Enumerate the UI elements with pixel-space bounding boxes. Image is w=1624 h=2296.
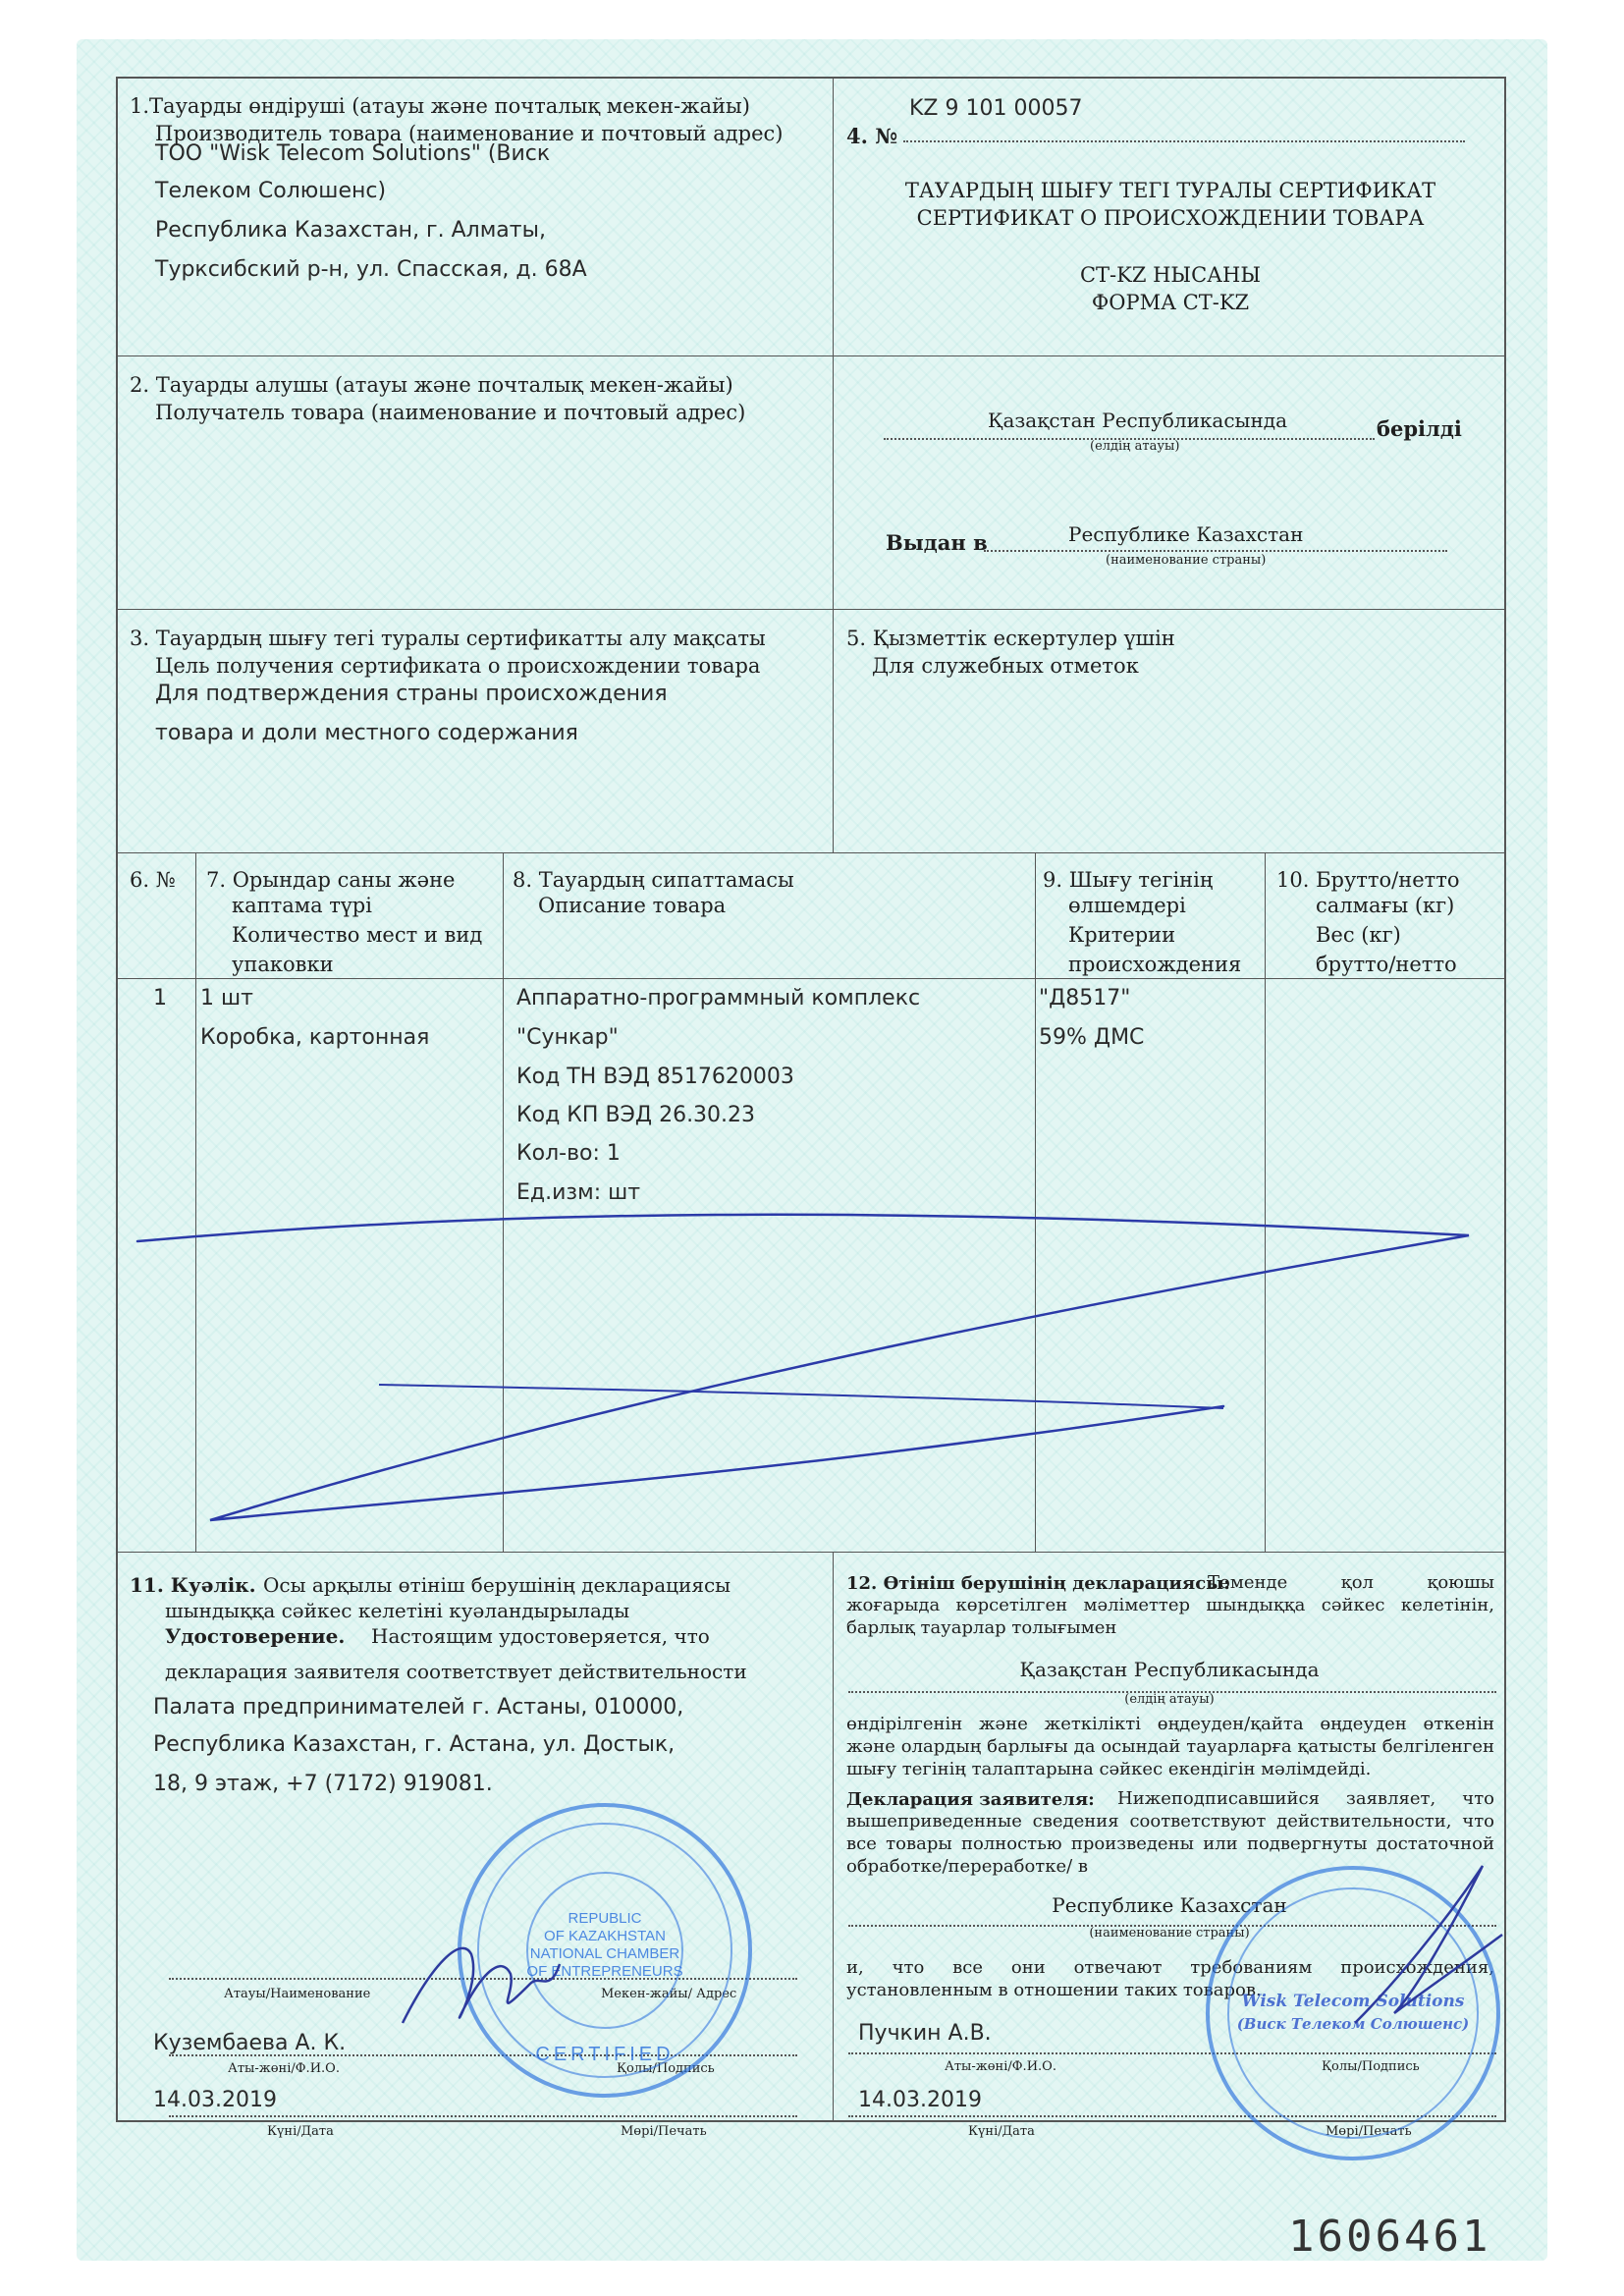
form-kz: СТ-KZ НЫСАНЫ — [1079, 263, 1262, 287]
certifier-date: 14.03.2019 — [153, 2088, 277, 2112]
box12-title-ru: Декларация заявителя: — [846, 1789, 1095, 1810]
package-cell: 1 шт — [200, 986, 253, 1011]
row-number: 1 — [153, 986, 167, 1011]
header-8: 8. Тауардың сипаттамасы — [513, 868, 794, 892]
criteria-cell: 59% ДМС — [1039, 1025, 1145, 1050]
purpose-line: товара и доли местного содержания — [155, 721, 578, 745]
header-7: упаковки — [232, 953, 334, 976]
header-10: Вес (кг) — [1316, 923, 1401, 947]
header-9: 9. Шығу тегінің — [1043, 868, 1214, 892]
box11-text-ru: Настоящим удостоверяется, что — [371, 1624, 710, 1648]
caption-seal: Мөрі/Печать — [1326, 2124, 1412, 2139]
purpose-line: Для подтверждения страны происхождения — [155, 682, 668, 706]
chamber-address: 18, 9 этаж, +7 (7172) 919081. — [153, 1772, 493, 1796]
declarant-date: 14.03.2019 — [858, 2088, 982, 2112]
description-cell: Кол-во: 1 — [516, 1141, 621, 1166]
declaration-country-ru: Республике Казахстан — [1052, 1893, 1287, 1917]
box11-title-ru: Удостоверение. — [165, 1624, 346, 1648]
caption-fio: Аты-жөні/Ф.И.О. — [945, 2059, 1056, 2074]
box11-text-kz: Осы арқылы өтініш берушінің декларациясы — [263, 1573, 731, 1597]
producer-line: Телеком Солюшенс) — [155, 179, 387, 203]
stamp-text: (Виск Телеком Солюшенс) — [1236, 2015, 1470, 2033]
box5-label-ru: Для служебных отметок — [872, 654, 1139, 678]
header-7: каптама түрі — [232, 894, 372, 917]
box4-label: 4. № — [846, 124, 898, 148]
box12-title-kz: 12. Өтініш берушінің декларациясы: — [846, 1573, 1230, 1594]
header-9: Критерии — [1068, 923, 1176, 947]
caption-seal: Мөрі/Печать — [621, 2124, 707, 2139]
header-10: салмағы (кг) — [1316, 894, 1455, 917]
serial-number: 1606461 — [1288, 2212, 1491, 2262]
issued-note-ru: (наименование страны) — [1106, 553, 1267, 568]
header-7: Количество мест и вид — [232, 923, 483, 947]
stamp-text: NATIONAL CHAMBER — [529, 1945, 680, 1962]
title-kz: ТАУАРДЫҢ ШЫҒУ ТЕГІ ТУРАЛЫ СЕРТИФИКАТ — [904, 179, 1436, 202]
title-ru: СЕРТИФИКАТ О ПРОИСХОЖДЕНИИ ТОВАРА — [916, 206, 1425, 230]
header-6: 6. № — [130, 868, 176, 892]
caption-fio: Аты-жөні/Ф.И.О. — [228, 2061, 340, 2076]
box3-label-ru: Цель получения сертификата о происхождении товара — [155, 654, 761, 678]
declaration-country-kz: Қазақстан Республикасында — [1019, 1658, 1320, 1681]
header-7: 7. Орындар саны және — [206, 868, 456, 892]
description-cell: Код ТН ВЭД 8517620003 — [516, 1065, 794, 1089]
box5-label-kz: 5. Қызметтік ескертулер үшін — [846, 627, 1175, 650]
stamp-text: CERTIFIED — [535, 2044, 675, 2065]
caption-address: Мекен-жайы/ Адрес — [601, 1987, 737, 2001]
header-9: өлшемдері — [1068, 894, 1186, 917]
description-cell: Аппаратно-программный комплекс — [516, 986, 921, 1011]
description-cell: Ед.изм: шт — [516, 1180, 641, 1205]
declaration-note-ru: (наименование страны) — [1089, 1926, 1250, 1941]
box12-text-ru2: и, что все они отвечают требованиям происхождения, установленным в отношении таких товаров. — [846, 1957, 1494, 2000]
stamp-text: OF ENTREPRENEURS — [526, 1963, 683, 1980]
box11-text-kz: шындыққа сәйкес келетіні куәландырылады — [165, 1599, 630, 1622]
issued-prefix-ru: Выдан в — [886, 530, 988, 555]
producer-line: ТОО "Wisk Telecom Solutions" (Виск — [155, 141, 551, 166]
box3-label-kz: 3. Тауардың шығу тегі туралы сертификатты алу мақсаты — [130, 627, 766, 650]
issued-note-kz: (елдің атауы) — [1090, 439, 1180, 454]
stamp-text: Wisk Telecom Solutions — [1241, 1992, 1465, 2011]
issued-suffix-kz: берілді — [1377, 416, 1462, 441]
description-cell: Код КП ВЭД 26.30.23 — [516, 1103, 756, 1127]
criteria-cell: "Д8517" — [1039, 986, 1131, 1011]
header-9: происхождения — [1068, 953, 1242, 976]
certificate-number: KZ 9 101 00057 — [909, 96, 1083, 121]
producer-line: Республика Казахстан, г. Алматы, — [155, 218, 546, 243]
chamber-address: Республика Казахстан, г. Астана, ул. Достык, — [153, 1732, 676, 1757]
box1-label-ru: Производитель товара (наименование и почтовый адрес) — [155, 122, 784, 145]
box11-title-kz: 11. Куәлік. — [130, 1573, 256, 1597]
caption-name: Атауы/Наименование — [224, 1987, 371, 2001]
declarant-signature — [1335, 1846, 1512, 2043]
box2-label-ru: Получатель товара (наименование и почтовый адрес) — [155, 401, 746, 424]
certifier-name: Кузембаева А. К. — [153, 2031, 347, 2055]
producer-line: Турксибский р-н, ул. Спасская, д. 68А — [155, 257, 587, 282]
issued-country-kz: Қазақстан Республикасында — [988, 409, 1288, 432]
box2-label-kz: 2. Тауарды алушы (атауы және почталық мекен-жайы) — [130, 373, 733, 397]
declaration-note-kz: (елдің атауы) — [1124, 1692, 1215, 1707]
box11-text-ru: декларация заявителя соответствует действительности — [165, 1660, 747, 1683]
form-ru: ФОРМА СТ-KZ — [1091, 291, 1250, 314]
issued-country-ru: Республике Казахстан — [1068, 522, 1304, 546]
caption-sign: Қолы/Подпись — [1322, 2059, 1420, 2074]
certifier-signature — [393, 1925, 569, 2043]
caption-date: Күні/Дата — [267, 2124, 334, 2139]
caption-date: Күні/Дата — [968, 2124, 1035, 2139]
declarant-name: Пучкин А.В. — [858, 2021, 992, 2046]
box12-text-ru: Нижеподписавшийся заявляет, что вышеприведенные сведения соответствуют действительности, что все товары полностью произведены или подвергнуты достаточной обработке/переработке/ в — [846, 1788, 1494, 1877]
dotted-line — [169, 2115, 797, 2117]
description-cell: "Сункар" — [516, 1025, 619, 1050]
caption-sign: Қолы/Подпись — [617, 2061, 715, 2076]
chamber-address: Палата предпринимателей г. Астаны, 010000, — [153, 1695, 684, 1720]
stamp-text: REPUBLIC — [568, 1910, 642, 1927]
package-cell: Коробка, картонная — [200, 1025, 430, 1050]
header-8: Описание товара — [538, 894, 727, 917]
box12-text-kz: Төменде қол қоюшы жоғарыда көрсетілген мәліметтер шындыққа сәйкес келетінін, барлық тауарлар толығымен — [846, 1572, 1494, 1638]
header-10: 10. Брутто/нетто — [1276, 868, 1460, 892]
stamp-text: OF KAZAKHSTAN — [544, 1928, 666, 1944]
header-10: брутто/нетто — [1316, 953, 1457, 976]
box12-text-kz2: өндірілгенін және жеткілікті өңдеуден/қайта өңдеуден өткенін және олардың барлығы да осындай тауарларға қатысты белгіленген шығу тегінің талаптарына сәйкес екендігін мәлімдейді. — [846, 1714, 1494, 1779]
box1-label-kz: 1.Тауарды өндіруші (атауы және почталық мекен-жайы) — [130, 94, 750, 118]
